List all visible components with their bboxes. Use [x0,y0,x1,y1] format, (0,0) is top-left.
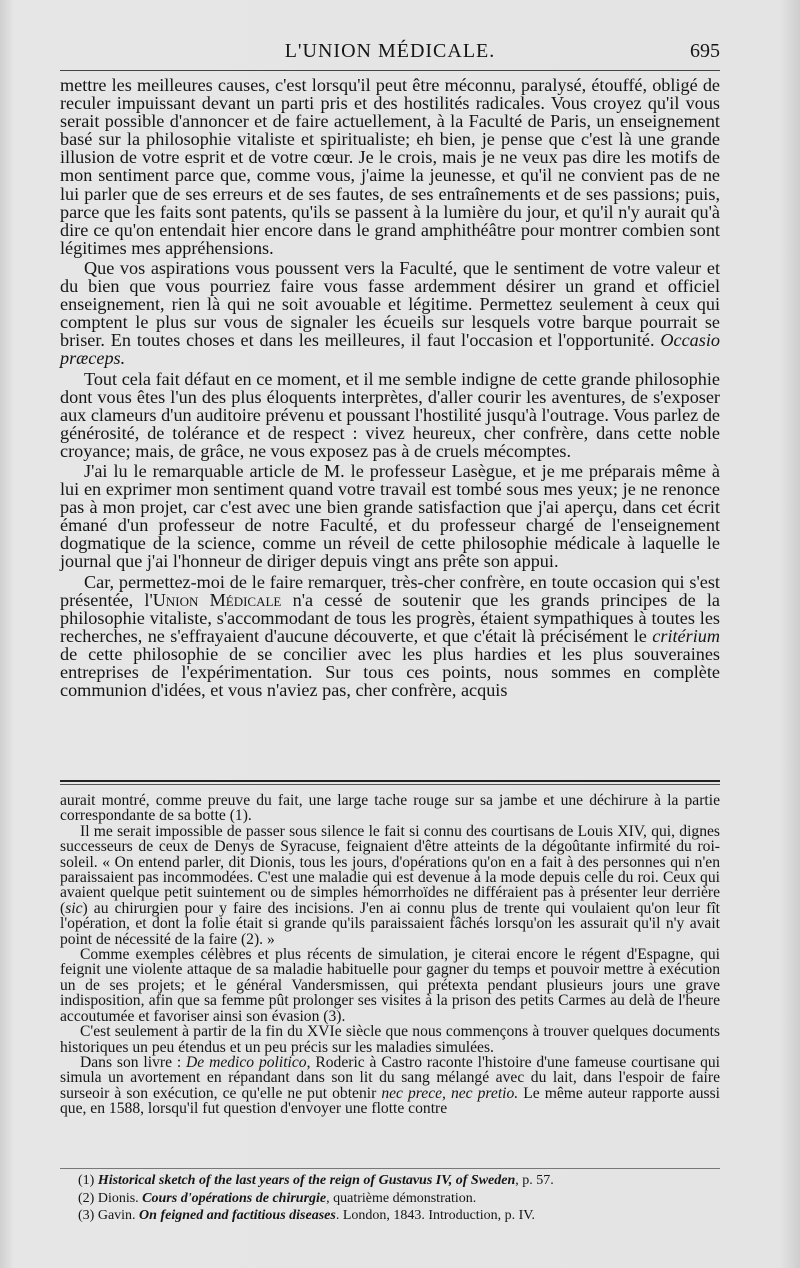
paragraph: Tout cela fait défaut en ce moment, et il me semble indigne de cette grande philosophie dont vous êtes l'un des plus éloquents interprètes, d'aller courir les aventures, de s'exposer aux clameurs d'un auditoire prévenu et poussant l'hostilité jusqu'à l'outrage. Vous parlez de générosité, de tolérance et de respect : vivez heureux, cher confrère, dans cette noble croyance; mais, de grâce, ne vous exposez pas à de cruels mécomptes. [60,368,720,461]
footnote-text: . London, 1843. Introduction, p. IV. [335,1208,536,1223]
book-title: De medico politico [186,1053,307,1071]
latin-quote: Occasio præceps. [60,330,721,369]
running-title: L'UNION MÉDICALE. [284,40,496,62]
footnote-author: Dionis. [97,1190,143,1206]
paragraph: C'est seulement à partir de la fin du XVIe siècle que nous commençons à trouver quelques documents historiques un peu étendus et un peu précis sur les maladies simulées. [60,1023,720,1056]
latin-quote: nec prece, nec pretio. [381,1084,519,1102]
paragraph-text: Dans son livre : [80,1053,187,1071]
header-rule [60,70,720,71]
footnote [78,1190,718,1208]
footnote-text: , p. 57. [515,1173,554,1188]
italic-term: sic [65,899,83,917]
footnote-reference: Cours d'opérations de chirurgie [142,1190,327,1206]
footnote-author: Gavin. [97,1208,140,1223]
paragraph-text: , Roderic à Castro raconte l'histoire d'une fameuse courtisane qui simula un avortement en répandant dans son lit du sang mélangé avec du lait, dans l'espoir de faire surseoir à son exécution, ce qu'elle ne put obtenir [60,1053,721,1102]
footnote-reference: Historical sketch of the last years of the reign of Gustavus IV, of Sweden [97,1173,516,1188]
paragraph: J'ai lu le remarquable article de M. le professeur Lasègue, et je me préparais même à lui en exprimer mon sentiment quand votre travail est tombé sous mes yeux; je ne renonce pas à mon projet, car c'est avec une bien grande satisfaction que j'ai aperçu, dans cet écrit émané d'un professeur de notre Faculté, et du professeur chargé de l'enseignement dogmatique de la science, comme un réveil de cette philosophie médicale à laquelle le journal que j'ai l'honneur de diriger depuis vingt ans prête son appui. [60,460,720,572]
paragraph: aurait montré, comme preuve du fait, une large tache rouge sur sa jambe et une déchirure à la partie correspondante de sa botte (1). [60,792,720,825]
journal-name: Union Médicale [152,589,282,610]
footnote-number: (3) [78,1208,95,1223]
paragraph-text: de cette philosophie de se concilier avec les plus hardies et les plus souveraines entreprises de l'expérimentation. Sur tous ces points, nous sommes en complète communion d'idées, et vous n'aviez pas, cher confrère, acquis [60,643,720,701]
paragraph [60,259,720,368]
footnote-text: , quatrième démonstration. [326,1190,477,1206]
italic-term: critérium [652,625,720,646]
paragraph-text: ) au chirurgien pour y faire des incisions. J'en ai connu plus de trente qui voulaient qu'on leur fît l'opération, et dont la folie était si grande qu'ils paraissaient fâchés lorsqu'on les assurait qu'il n'y avait point de nécessité de la faire (2). » [60,899,720,948]
section-rule [60,780,720,782]
paragraph: mettre les meilleures causes, c'est lorsqu'il peut être méconnu, paralysé, étouffé, obligé de reculer impuissant devant un parti pris et des hostilités radicales. Vous croyez qu'il vous serait possible d'annoncer et de faire actuellement, à la Faculté de Paris, un enseignement basé sur la philosophie vitaliste et spiritualiste; eh bien, je pense que c'est là une grande illusion de votre esprit et de votre cœur. Je le crois, mais je ne veux pas dire les motifs de mon sentiment parce que, comme vous, j'aime la jeunesse, et qu'il ne convient pas de ne lui parler que de ses erreurs et de ses fautes, de ses entraînements et de ses passions; puis, parce que les faits sont patents, qu'ils se passent à la lumière du jour, et qu'il n'y aurait qu'à dire ce qu'on entendait hier encore dans le grand amphithéâtre pour montrer combien sont légitimes mes appréhensions. [60,75,720,258]
footnotes [78,1172,718,1225]
paragraph [60,1055,720,1117]
paragraph-text: Car, permettez-moi de le faire remarquer, très-cher confrère, en toute occasion qui s'est présentée, l' [60,571,720,610]
page-number: 695 [690,40,720,62]
footnote-reference: On feigned and factitious diseases [139,1208,336,1223]
main-text [60,76,720,699]
paragraph: Comme exemples célèbres et plus récents de simulation, je citerai encore le régent d'Espagne, qui feignit une violente attaque de sa maladie habituelle pour gagner du temps et pouvoir mettre à exécution un de ses projets; et le général Vandersmissen, qui prétexta pendant plusieurs jours une grave indisposition, afin que sa femme pût prolonger ses visites à la prison des petits Carmes au delà de l'heure accoutumée et favoriser ainsi son évasion (3). [60,946,720,1025]
paragraph-text: Il me serait impossible de passer sous silence le fait si connu des courtisans de Louis XIV, qui, dignes successeurs de ceux de Denys de Syracuse, feignaient d'être atteints de la dégoûtante infirmité du roi-soleil. « On entend parler, dit Dionis, tous les jours, d'opérations qu'on en a fait à des personnes qui n'en paraissaient pas incommodées. C'est une maladie qui est devenue à la mode depuis celle du roi. Ceux qui avaient quelque petit suintement ou de simples hémorrhoïdes ne différaient pas à présenter leur derrière ( [60,822,720,917]
feuilleton-text [60,793,720,1117]
paragraph [60,573,720,700]
footnote [78,1172,718,1190]
paragraph-text: Que vos aspirations vous poussent vers la Faculté, que le sentiment de votre valeur et du bien que vous pourriez faire vous fasse ardemment désirer un grand et officiel enseignement, rien là qui ne soit avouable et légitime. Permettez seulement à ceux qui comptent le plus sur vous de signaler les écueils sur lesquels votre barque pourrait se briser. En toutes choses et dans les meilleures, il faut l'occasion et l'opportunité. [60,257,720,351]
paragraph-text: Le même auteur rapporte aussi que, en 1588, lorsqu'il fut question d'envoyer une flotte contre [60,1084,721,1118]
footnote-number: (1) [78,1173,95,1188]
paragraph-text: n'a cessé de soutenir que les grands principes de la philosophie vitaliste, s'accommodant de tous les progrès, étaient sympathiques à toutes les recherches, ne s'effrayaient d'aucune découverte, et que c'était là précisément le [60,589,720,646]
page-header [60,40,720,70]
footnote-rule [60,1168,720,1169]
section-rule [60,784,720,785]
footnote-number: (2) [78,1190,95,1206]
footnote [78,1207,718,1225]
paragraph [60,824,720,947]
